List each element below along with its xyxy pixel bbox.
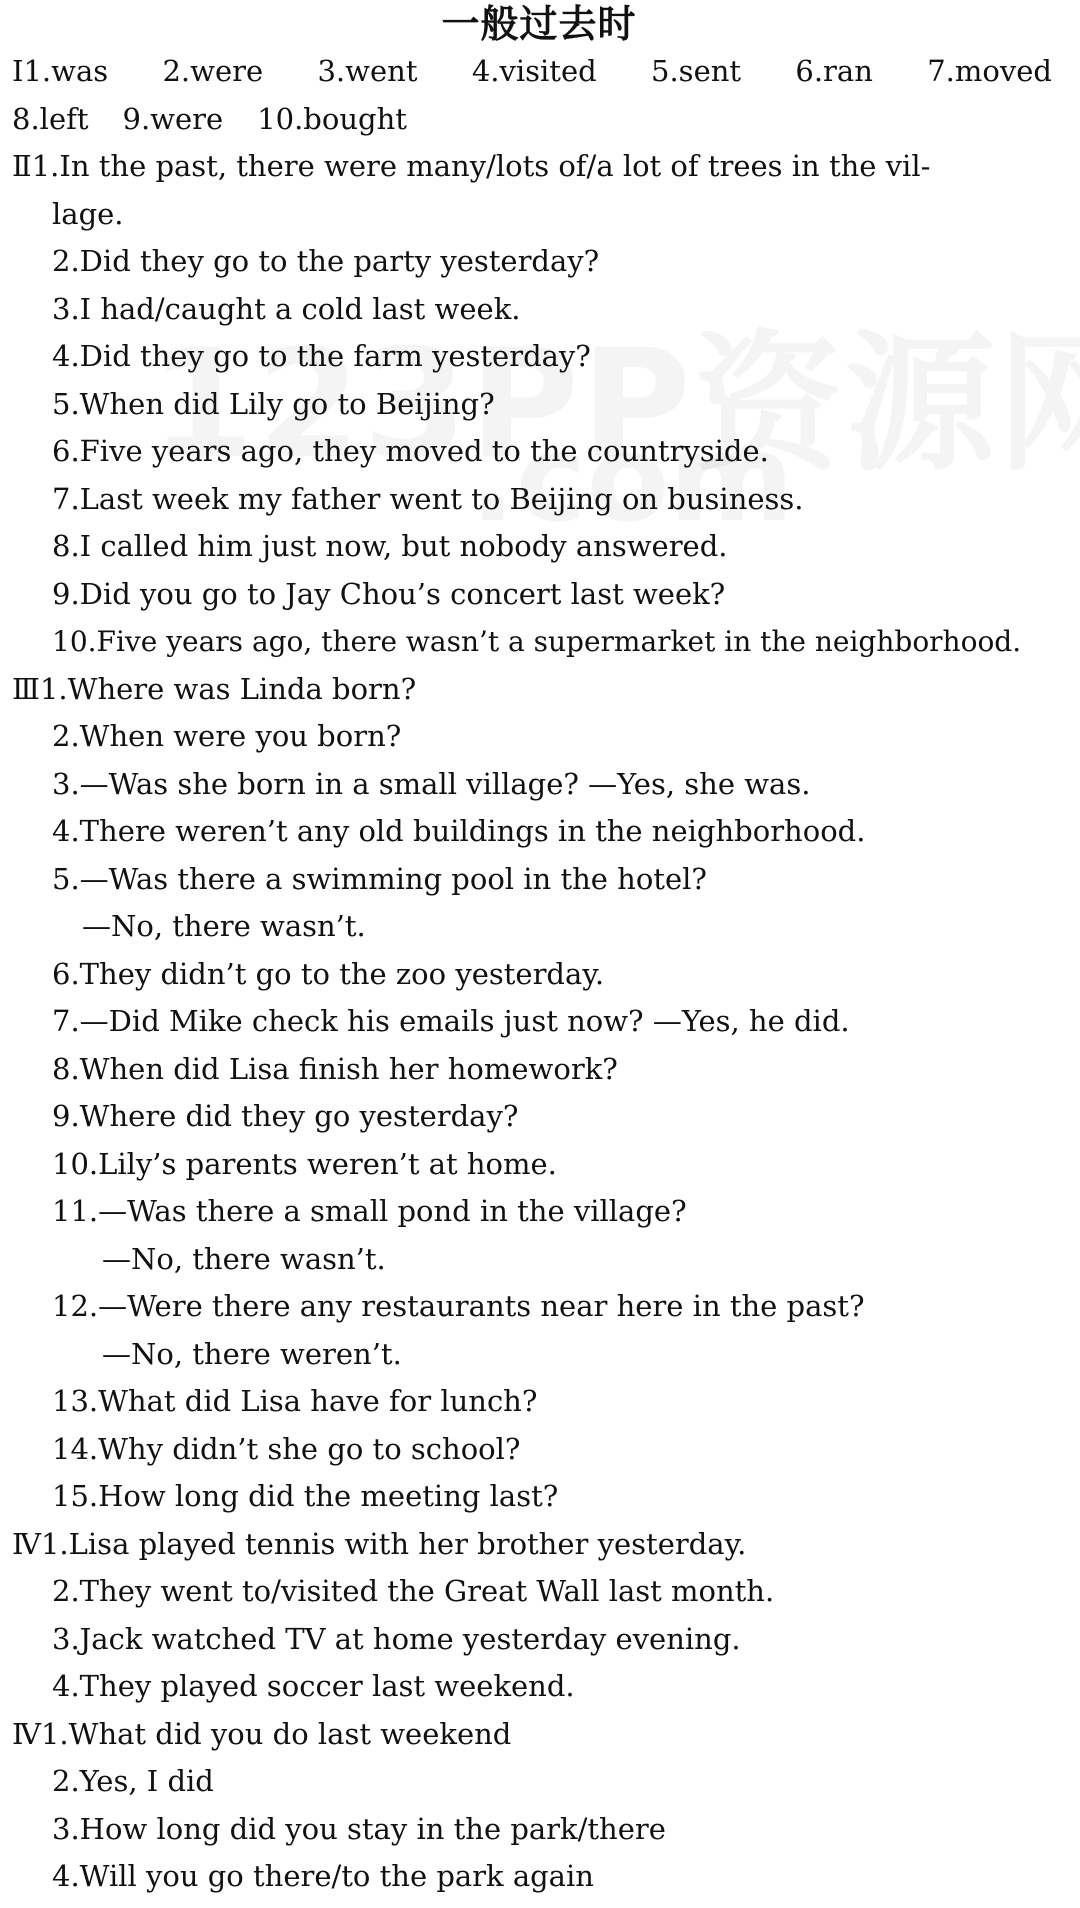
section-3-line: 5.—Was there a swimming pool in the hotel?	[52, 861, 707, 896]
section-3-line: —No, there wasn’t.	[82, 909, 366, 943]
section-4-line: 4.They played soccer last weekend.	[52, 1669, 575, 1703]
answer-item: 5.sent	[651, 54, 742, 88]
section-1-first-item	[12, 48, 108, 96]
section-2-line: 3.I had/caught a cold last week.	[52, 291, 521, 326]
answer-text: 1.Lisa played tennis with her brother yesterday.	[40, 1526, 747, 1561]
section-3-line: 11.—Was there a small pond in the village?	[52, 1194, 687, 1228]
section-3-line: 10.Lily’s parents weren’t at home.	[52, 1146, 557, 1181]
section-3-line: —No, there wasn’t.	[102, 1241, 386, 1276]
section-2-line: 7.Last week my father went to Beijing on business.	[52, 481, 804, 516]
section-3-line: 4.There weren’t any old buildings in the neighborhood.	[52, 814, 866, 848]
section-5-line	[12, 1711, 1066, 1759]
section-3-numeral: Ⅲ	[12, 671, 40, 706]
section-3-line: 14.Why didn’t she go to school?	[52, 1431, 521, 1466]
answer-item: 8.left	[12, 101, 89, 136]
answer-item: 2.were	[162, 54, 264, 88]
section-5-numeral: Ⅳ	[12, 1716, 41, 1751]
section-2-line: 9.Did you go to Jay Chou’s concert last week?	[52, 576, 726, 611]
section-2-line: 10.Five years ago, there wasn’t a supermarket in the neighborhood.	[52, 625, 1022, 658]
section-1-row-2	[12, 96, 1066, 144]
answer-text: 1.What did you do last weekend	[40, 1716, 512, 1751]
section-3-line: 9.Where did they go yesterday?	[52, 1099, 519, 1133]
section-3-line: 8.When did Lisa finish her homework?	[52, 1051, 618, 1086]
section-2-line: 4.Did they go to the farm yesterday?	[52, 339, 591, 373]
section-3-line: 12.—Were there any restaurants near here in the past?	[52, 1289, 865, 1323]
section-3-line: —No, there weren’t.	[102, 1336, 402, 1371]
section-2-line: lage.	[52, 196, 124, 231]
section-4-line: 2.They went to/visited the Great Wall last month.	[52, 1574, 775, 1608]
answer-item: 3.went	[317, 54, 418, 88]
answer-item: 7.moved	[927, 54, 1052, 88]
section-3-line: 15.How long did the meeting last?	[52, 1479, 559, 1513]
section-4-numeral: Ⅳ	[12, 1526, 41, 1561]
section-4-line	[12, 1521, 1066, 1569]
answer-item: 10.bought	[257, 101, 407, 136]
answer-item: 9.were	[122, 101, 224, 136]
section-3-line: 7.—Did Mike check his emails just now? —Yes, he did.	[52, 1004, 850, 1038]
section-3-line: 2.When were you born?	[52, 719, 402, 753]
section-5-line: 3.How long did you stay in the park/there	[52, 1811, 666, 1846]
section-4-line: 3.Jack watched TV at home yesterday evening.	[52, 1621, 741, 1656]
section-1-row-1	[12, 48, 1052, 96]
section-1-numeral: Ⅰ	[12, 54, 24, 88]
section-2-line	[12, 143, 1066, 191]
answer-item: 1.was	[23, 54, 109, 88]
section-5-line: 2.Yes, I did	[52, 1764, 214, 1798]
answer-item: 6.ran	[795, 54, 873, 88]
answer-text: 1.In the past, there were many/lots of/a lot of trees in the vil-	[31, 149, 931, 183]
section-3-line	[12, 666, 1066, 714]
page-title: 一般过去时	[441, 2, 637, 46]
section-2-line: 8.I called him just now, but nobody answered.	[52, 529, 728, 563]
section-2-numeral: Ⅱ	[12, 149, 32, 183]
section-3-line: 6.They didn’t go to the zoo yesterday.	[52, 956, 605, 991]
answer-item: 4.visited	[471, 54, 597, 88]
answer-text: 1.Where was Linda born?	[39, 671, 417, 706]
section-2-line: 5.When did Lily go to Beijing?	[52, 386, 495, 421]
section-2-line: 6.Five years ago, they moved to the countryside.	[52, 434, 769, 468]
section-5-line: 4.Will you go there/to the park again	[52, 1859, 594, 1893]
section-3-line: 13.What did Lisa have for lunch?	[52, 1384, 538, 1418]
section-3-line: 3.—Was she born in a small village? —Yes, she was.	[52, 766, 811, 801]
section-2-line: 2.Did they go to the party yesterday?	[52, 244, 600, 278]
